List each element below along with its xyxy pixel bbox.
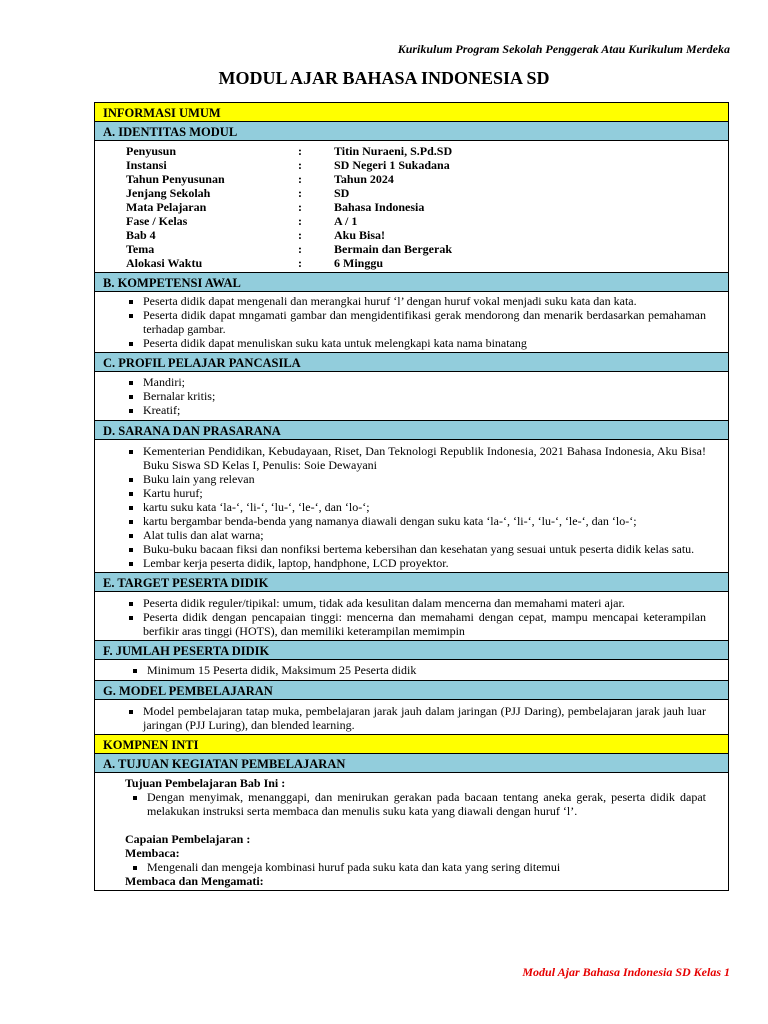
membaca-mengamati-subheading: Membaca dan Mengamati: — [125, 874, 264, 888]
profil-box — [94, 371, 729, 421]
footer-note: Modul Ajar Bahasa Indonesia SD Kelas 1 — [522, 965, 730, 979]
section-kompetensi-heading: B. KOMPETENSI AWAL — [94, 272, 729, 292]
identitas-sep: : — [298, 228, 302, 242]
identitas-sep: : — [298, 200, 302, 214]
identitas-sep: : — [298, 186, 302, 200]
module-table — [94, 103, 729, 891]
membaca-list — [95, 860, 728, 874]
identitas-row — [126, 228, 728, 242]
model-box — [94, 699, 729, 735]
identitas-label: Fase / Kelas — [126, 214, 188, 228]
identitas-label: Tema — [126, 242, 155, 256]
identitas-table — [94, 140, 729, 273]
identitas-label: Bab 4 — [126, 228, 156, 242]
list-item: ▪ Dengan menyimak, menanggapi, dan menirukan gerakan pada bacaan tentang aneka gerak, peserta didik dapat melakukan instruksi serta membaca dan menulis suku kata yang diawali dengan huruf ‘l’. — [147, 790, 706, 818]
identitas-sep: : — [298, 144, 302, 158]
membaca-subheading: Membaca: — [125, 846, 180, 860]
identitas-sep: : — [298, 158, 302, 172]
identitas-value: A / 1 — [334, 214, 358, 228]
identitas-row — [126, 158, 728, 172]
identitas-row — [126, 172, 728, 186]
identitas-row — [126, 214, 728, 228]
sarana-box — [94, 439, 729, 573]
identitas-label: Tahun Penyusunan — [126, 172, 225, 186]
identitas-label: Jenjang Sekolah — [126, 186, 211, 200]
section-profil-heading: C. PROFIL PELAJAR PANCASILA — [94, 352, 729, 372]
list-item: ▪ Kartu huruf; — [143, 486, 706, 500]
identitas-sep: : — [298, 214, 302, 228]
jumlah-box — [94, 659, 729, 681]
list-item: ▪ Alat tulis dan alat warna; — [143, 528, 706, 542]
section-jumlah-heading: F. JUMLAH PESERTA DIDIK — [94, 640, 729, 660]
document-title: MODUL AJAR BAHASA INDONESIA SD — [218, 68, 550, 88]
list-item: ▪ Peserta didik reguler/tipikal: umum, tidak ada kesulitan dalam mencerna dan memahami materi ajar. — [143, 596, 706, 610]
list-item: ▪ Peserta didik dengan pencapaian tinggi: mencerna dan memahami dengan cepat, mampu mencapai keterampilan berfikir aras tinggi (HOTS), dan memiliki keterampilan memimpin — [143, 610, 706, 638]
tujuan-list — [95, 790, 728, 818]
list-item: ▪ Kreatif; — [143, 403, 706, 417]
tujuan-box — [94, 772, 729, 891]
identitas-row — [126, 186, 728, 200]
identitas-value: Aku Bisa! — [334, 228, 386, 242]
list-item: ▪ Minimum 15 Peserta didik, Maksimum 25 Peserta didik — [147, 663, 706, 677]
list-item: ▪ Mandiri; — [143, 375, 706, 389]
model-list — [95, 700, 728, 734]
identitas-value: Tahun 2024 — [334, 172, 394, 186]
identitas-value: Bermain dan Bergerak — [334, 242, 452, 256]
kompetensi-box — [94, 291, 729, 353]
list-item: ▪ Peserta didik dapat mngamati gambar dan mengidentifikasi gerak mendorong dan menarik berdasarkan pemahaman terhadap gambar. — [143, 308, 706, 336]
list-item: ▪ Bernalar kritis; — [143, 389, 706, 403]
list-item: ▪ kartu bergambar benda-benda yang namanya diawali dengan suku kata ‘la-‘, ‘li-‘, ‘lu-‘, ‘le-‘, dan ‘lo-‘; — [143, 514, 706, 528]
target-box — [94, 591, 729, 641]
identitas-sep: : — [298, 256, 302, 270]
identitas-value: 6 Minggu — [334, 256, 384, 270]
list-item: ▪ Model pembelajaran tatap muka, pembelajaran jarak jauh dalam jaringan (PJJ Daring), pembelajaran jarak jauh luar jaringan (PJJ Luring), dan blended learning. — [143, 704, 706, 732]
identitas-label: Alokasi Waktu — [126, 256, 203, 270]
section-target-heading: E. TARGET PESERTA DIDIK — [94, 572, 729, 592]
target-list — [95, 592, 728, 640]
profil-list — [95, 372, 728, 420]
list-item: ▪ Buku-buku bacaan fiksi dan nonfiksi bertema kebersihan dan kesehatan yang sesuai untuk peserta didik kelas satu. — [143, 542, 706, 556]
tujuan-subheading: Tujuan Pembelajaran Bab Ini : — [125, 776, 286, 790]
section-komponen-inti: KOMPNEN INTI — [94, 734, 729, 754]
identitas-row — [126, 144, 728, 158]
identitas-row — [126, 256, 728, 270]
header-note: Kurikulum Program Sekolah Penggerak Atau Kurikulum Merdeka — [397, 42, 730, 56]
identitas-row — [126, 242, 728, 256]
kompetensi-list — [95, 292, 728, 352]
identitas-label: Instansi — [126, 158, 167, 172]
list-item: ▪ kartu suku kata ‘la-‘, ‘li-‘, ‘lu-‘, ‘le-‘, dan ‘lo-‘; — [143, 500, 706, 514]
identitas-sep: : — [298, 242, 302, 256]
section-sarana-heading: D. SARANA DAN PRASARANA — [94, 420, 729, 440]
list-item: ▪ Peserta didik dapat menuliskan suku kata untuk melengkapi kata nama binatang — [143, 336, 706, 350]
list-item: ▪ Peserta didik dapat mengenali dan merangkai huruf ‘l’ dengan huruf vokal menjadi suku kata dan kata. — [143, 294, 706, 308]
section-model-heading: G. MODEL PEMBELAJARAN — [94, 680, 729, 700]
identitas-value: Titin Nuraeni, S.Pd.SD — [334, 144, 453, 158]
identitas-row — [126, 200, 728, 214]
section-informasi-umum: INFORMASI UMUM — [94, 102, 729, 122]
list-item: ▪ Buku lain yang relevan — [143, 472, 706, 486]
identitas-sep: : — [298, 172, 302, 186]
list-item: ▪ Kementerian Pendidikan, Kebudayaan, Riset, Dan Teknologi Republik Indonesia, 2021 Bahasa Indonesia, Aku Bisa! Buku Siswa SD Kelas I, Penulis: Soie Dewayani — [143, 444, 706, 472]
identitas-label: Penyusun — [126, 144, 177, 158]
identitas-value: Bahasa Indonesia — [334, 200, 425, 214]
list-item: ▪ Mengenali dan mengeja kombinasi huruf pada suku kata dan kata yang sering ditemui — [147, 860, 706, 874]
list-item: ▪ Lembar kerja peserta didik, laptop, handphone, LCD proyektor. — [143, 556, 706, 570]
identitas-value: SD — [334, 186, 350, 200]
section-identitas-heading: A. IDENTITAS MODUL — [94, 121, 729, 141]
identitas-label: Mata Pelajaran — [126, 200, 207, 214]
capaian-subheading: Capaian Pembelajaran : — [125, 832, 251, 846]
sarana-list — [95, 440, 728, 572]
identitas-value: SD Negeri 1 Sukadana — [334, 158, 450, 172]
section-tujuan-heading: A. TUJUAN KEGIATAN PEMBELAJARAN — [94, 753, 729, 773]
jumlah-list — [95, 660, 728, 680]
